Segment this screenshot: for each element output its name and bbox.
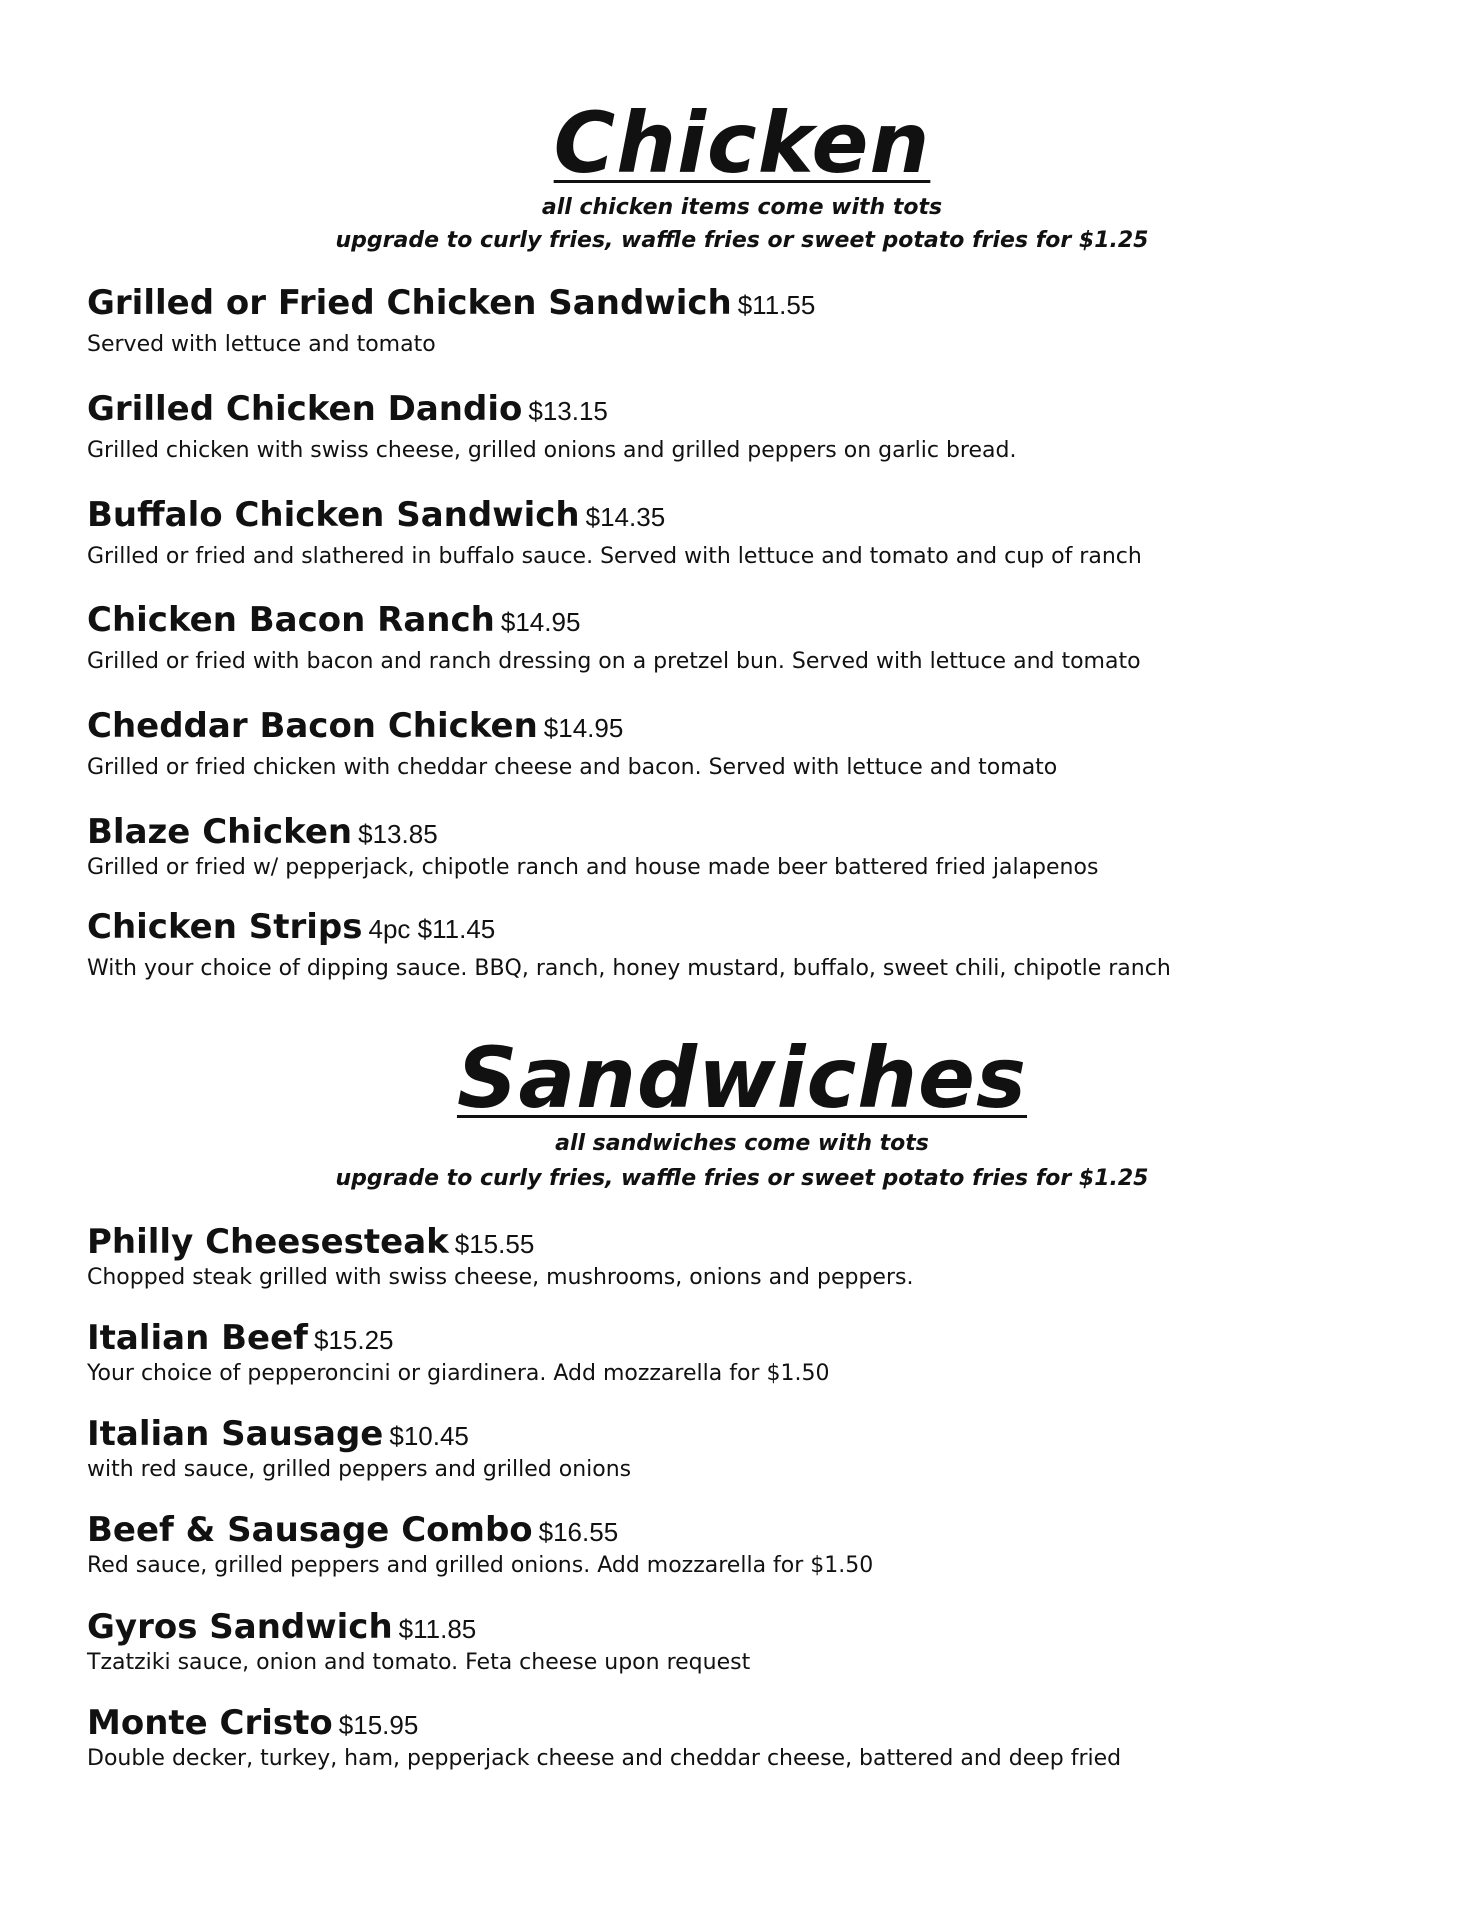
item-description: Grilled or fried and slathered in buffalo sauce. Served with lettuce and tomato and cup of ranch <box>87 544 1142 569</box>
menu-item <box>87 600 1427 674</box>
menu-item <box>87 1510 1427 1578</box>
sandwiches-section-title: Sandwiches <box>456 1029 1028 1127</box>
item-description: Grilled or fried with bacon and ranch dressing on a pretzel bun. Served with lettuce and tomato <box>87 649 1141 674</box>
chicken-section-title: Chicken <box>553 94 931 192</box>
item-price: $11.85 <box>398 1614 477 1644</box>
menu-item <box>87 812 1427 880</box>
item-price: 4pc $11.45 <box>368 914 496 944</box>
item-price: $13.15 <box>528 396 608 426</box>
item-price: $10.45 <box>389 1421 469 1451</box>
item-description: Served with lettuce and tomato <box>87 332 436 357</box>
item-name: Buffalo Chicken Sandwich <box>87 495 580 535</box>
item-price: $15.55 <box>454 1229 535 1259</box>
item-price: $14.95 <box>543 713 624 743</box>
item-description: Double decker, turkey, ham, pepperjack cheese and cheddar cheese, battered and deep fried <box>87 1746 1122 1771</box>
menu-item <box>87 1222 1427 1290</box>
menu-item <box>87 1318 1427 1386</box>
item-price: $11.55 <box>737 290 816 320</box>
item-description: Red sauce, grilled peppers and grilled onions. Add mozzarella for $1.50 <box>87 1553 874 1578</box>
chicken-note-tots: all chicken items come with tots <box>541 195 943 220</box>
item-description: Grilled chicken with swiss cheese, grilled onions and grilled peppers on garlic bread. <box>87 438 1017 463</box>
item-description: Grilled or fried chicken with cheddar cheese and bacon. Served with lettuce and tomato <box>87 755 1058 780</box>
menu-item <box>87 1607 1427 1675</box>
item-name: Chicken Bacon Ranch <box>87 600 495 640</box>
item-description: Your choice of pepperoncini or giardinera. Add mozzarella for $1.50 <box>87 1361 830 1386</box>
menu-item <box>87 495 1427 569</box>
item-name: Italian Sausage <box>87 1414 384 1454</box>
item-name: Philly Cheesesteak <box>87 1222 449 1262</box>
sandwiches-note-tots: all sandwiches come with tots <box>555 1131 929 1156</box>
menu-item <box>87 389 1427 463</box>
item-description: Chopped steak grilled with swiss cheese, mushrooms, onions and peppers. <box>87 1265 914 1290</box>
item-name: Grilled Chicken Dandio <box>87 389 523 429</box>
item-price: $15.95 <box>338 1710 419 1740</box>
item-name: Grilled or Fried Chicken Sandwich <box>87 283 732 323</box>
chicken-note-upgrade: upgrade to curly fries, waffle fries or sweet potato fries for $1.25 <box>335 228 1149 253</box>
item-name: Gyros Sandwich <box>87 1607 393 1647</box>
item-price: $14.95 <box>500 607 581 637</box>
menu-item <box>87 1703 1427 1771</box>
menu-item <box>87 1414 1427 1482</box>
item-price: $15.25 <box>313 1325 394 1355</box>
item-price: $14.35 <box>585 502 666 532</box>
item-price: $16.55 <box>538 1517 619 1547</box>
item-description: Grilled or fried w/ pepperjack, chipotle ranch and house made beer battered fried jalapenos <box>87 855 1099 880</box>
sandwiches-note-upgrade: upgrade to curly fries, waffle fries or sweet potato fries for $1.25 <box>335 1166 1149 1191</box>
item-name: Blaze Chicken <box>87 812 353 852</box>
item-name: Beef & Sausage Combo <box>87 1510 533 1550</box>
item-name: Chicken Strips <box>87 907 363 947</box>
item-description: With your choice of dipping sauce. BBQ, ranch, honey mustard, buffalo, sweet chili, chipotle ranch <box>87 956 1171 981</box>
menu-item <box>87 706 1427 780</box>
item-name: Cheddar Bacon Chicken <box>87 706 538 746</box>
item-price: $13.85 <box>358 819 438 849</box>
item-name: Monte Cristo <box>87 1703 333 1743</box>
menu-item <box>87 907 1427 981</box>
item-description: with red sauce, grilled peppers and grilled onions <box>87 1457 632 1482</box>
item-name: Italian Beef <box>87 1318 308 1358</box>
menu-item <box>87 283 1427 357</box>
item-description: Tzatziki sauce, onion and tomato. Feta cheese upon request <box>87 1650 751 1675</box>
